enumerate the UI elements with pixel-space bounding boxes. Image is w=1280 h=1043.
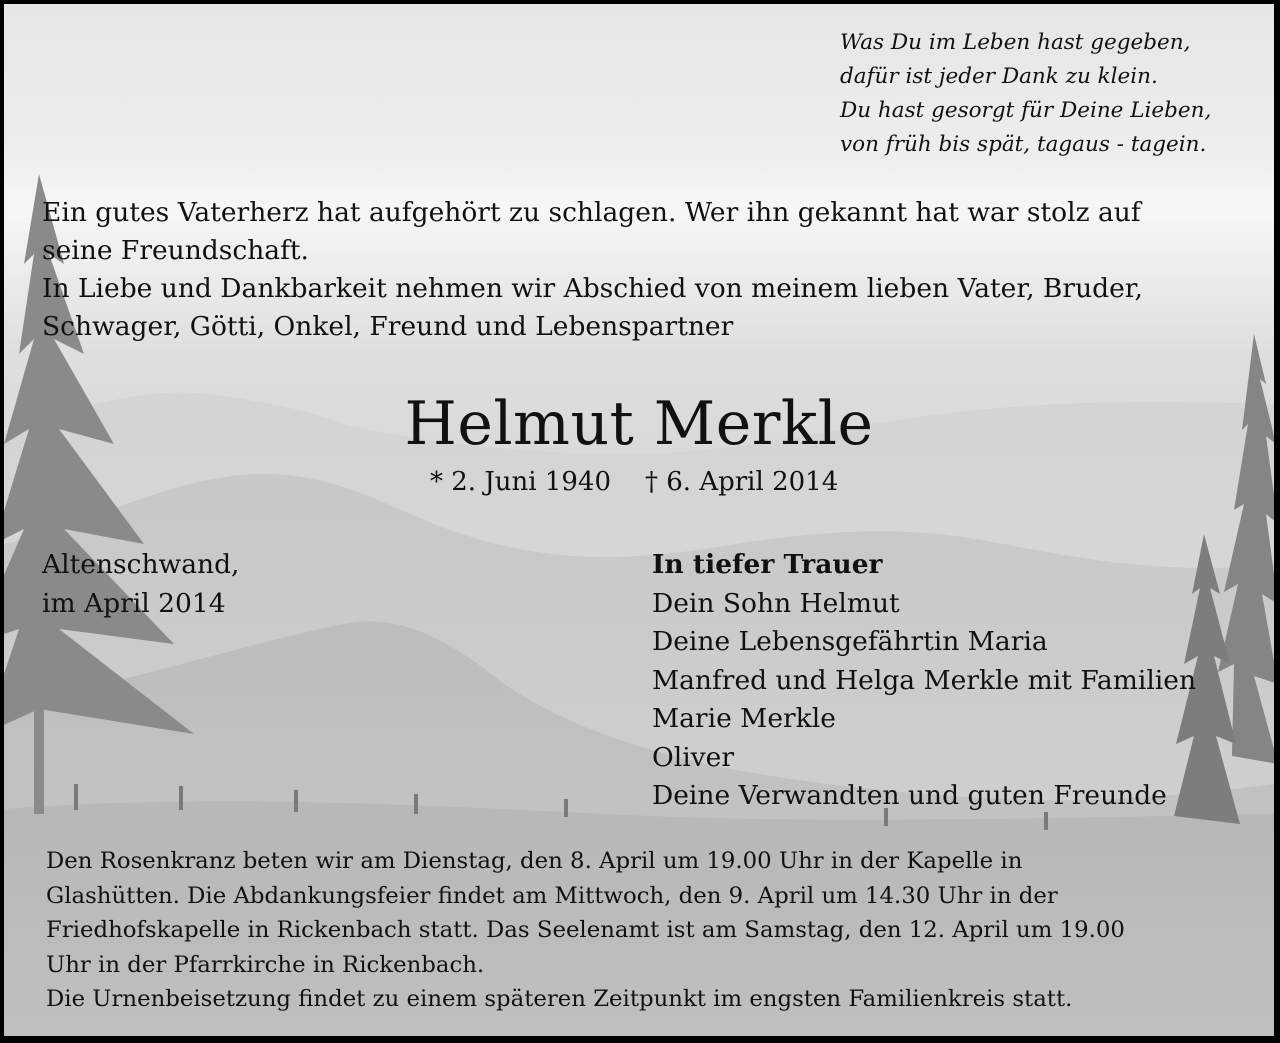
service-line: Den Rosenkranz beten wir am Dienstag, den 8. April um 19.00 Uhr in der Kapelle in [46,848,1023,874]
birth-date: * 2. Juni 1940 [430,467,611,497]
death-date: † 6. April 2014 [645,467,839,497]
intro-line: seine Freundschaft. [42,235,309,266]
mourners-heading: In tiefer Trauer [652,549,883,580]
memorial-poem [840,26,1211,162]
service-line: Friedhofskapelle in Rickenbach statt. Das Seelenamt ist am Samstag, den 12. April um 19.00 [46,917,1125,943]
poem-line: Du hast gesorgt für Deine Lieben, [840,98,1212,123]
mourner-name: Manfred und Helga Merkle mit Familien [652,664,1197,696]
intro-text [42,194,1143,346]
place-and-date [42,546,239,623]
poem-line: dafür ist jeder Dank zu klein. [840,64,1158,89]
mourner-name: Deine Lebensgefährtin Maria [652,626,1048,657]
date-line: im April 2014 [42,587,226,619]
intro-line: In Liebe und Dankbarkeit nehmen wir Abschied von meinem lieben Vater, Bruder, [42,273,1143,304]
place-line: Altenschwand, [42,549,240,580]
intro-line: Schwager, Götti, Onkel, Freund und Lebenspartner [42,311,734,342]
mourner-name: Dein Sohn Helmut [652,587,900,619]
mourner-name: Oliver [652,741,734,773]
obituary-notice [4,4,1274,1036]
service-line: Glashütten. Die Abdankungsfeier findet am Mittwoch, den 9. April um 14.30 Uhr in der [46,882,1058,909]
service-line: Die Urnenbeisetzung findet zu einem späteren Zeitpunkt im engsten Familienkreis statt. [46,986,1073,1012]
service-details [46,844,1125,1017]
deceased-name: Helmut Merkle [404,389,874,459]
service-line: Uhr in der Pfarrkirche in Rickenbach. [46,951,485,978]
life-dates [430,462,838,502]
poem-line: von früh bis spät, tagaus - tagein. [840,132,1207,157]
mourner-name: Deine Verwandten und guten Freunde [652,780,1167,811]
mourners-list [652,546,1196,816]
poem-line: Was Du im Leben hast gegeben, [840,30,1191,55]
mourner-name: Marie Merkle [652,703,836,734]
intro-line: Ein gutes Vaterherz hat aufgehört zu schlagen. Wer ihn gekannt hat war stolz auf [42,197,1141,228]
